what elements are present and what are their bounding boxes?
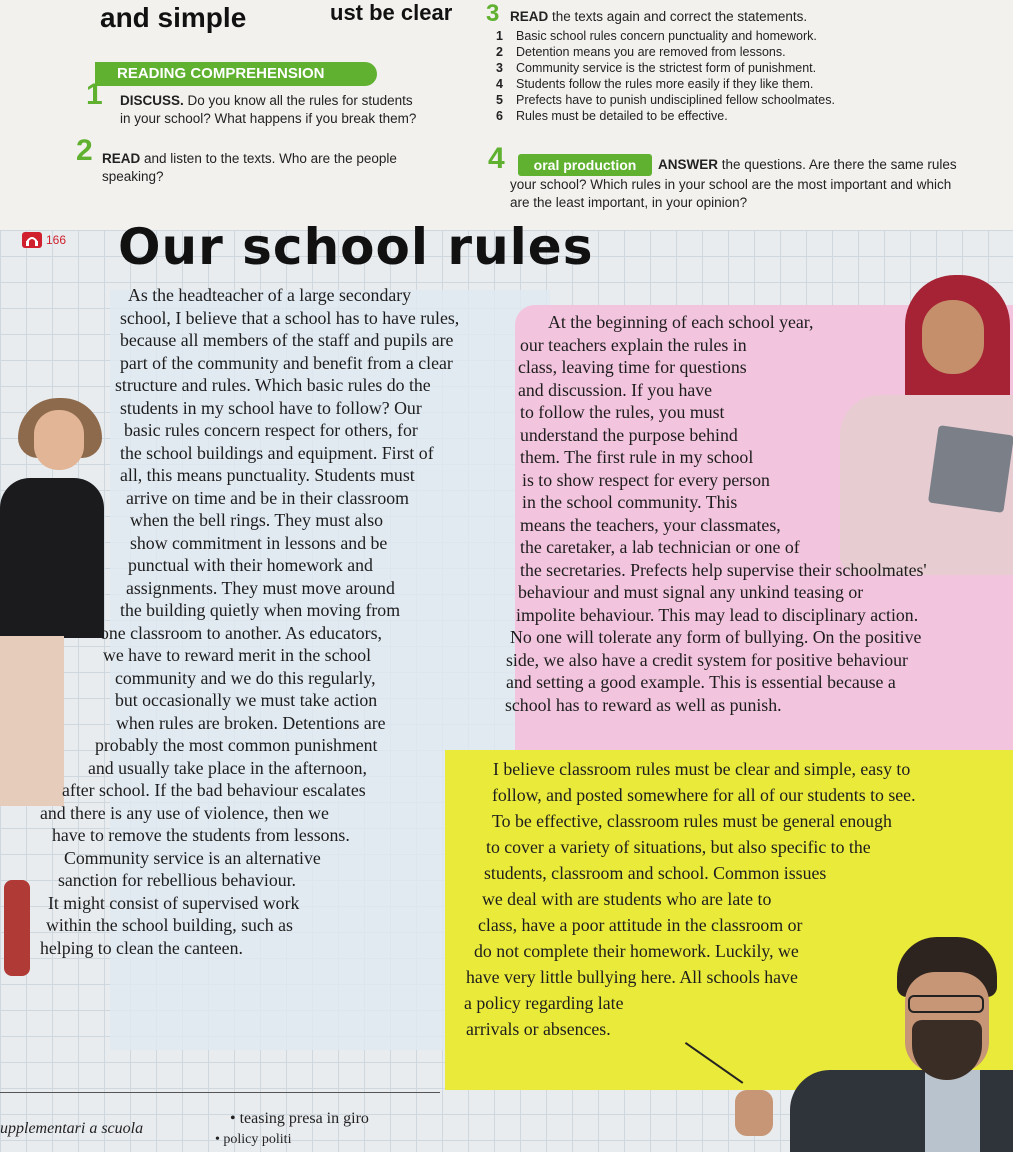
text-line: to cover a variety of situations, but also specific to the: [486, 837, 871, 857]
text-line: probably the most common punishment: [95, 735, 378, 755]
exercise-1: [120, 92, 480, 128]
exercise-4-text1: the questions. Are there the same rules: [721, 157, 957, 172]
text-line: have very little bullying here. All schools have: [466, 967, 798, 987]
text-line: punctual with their homework and: [128, 555, 373, 575]
text-line: To be effective, classroom rules must be general enough: [492, 811, 892, 831]
text-line: community and we do this regularly,: [115, 667, 376, 688]
footer-divider: [0, 1092, 440, 1093]
text-line: follow, and posted somewhere for all of our students to see.: [492, 785, 916, 805]
text-line: them. The first rule in my school: [520, 447, 754, 467]
text-line: helping to clean the canteen.: [40, 937, 243, 958]
glossary-policy: • policy politi: [215, 1132, 292, 1147]
text-line: have to remove the students from lessons.: [52, 825, 350, 845]
oral-production-badge: oral production: [518, 154, 652, 176]
exercise-4-line2: your school? Which rules in your school are the most important and which: [510, 177, 952, 192]
text-line: to follow the rules, you must: [520, 402, 725, 422]
text-line: when rules are broken. Detentions are: [116, 712, 386, 733]
student-photo-folder: [928, 425, 1013, 513]
footer-left-text: upplementari a scuola: [0, 1120, 144, 1137]
text-line: means the teachers, your classmates,: [520, 514, 781, 535]
exercise-3-text: the texts again and correct the statements.: [552, 9, 808, 24]
exercise-1-line2: in your school? What happens if you break them?: [120, 111, 417, 126]
text-line: and setting a good example. This is essential because a: [506, 672, 896, 692]
track-number: 166: [46, 233, 67, 247]
text-line: and usually take place in the afternoon,: [88, 757, 367, 778]
exercise-2-line1: and listen to the texts. Who are the people: [144, 151, 397, 166]
text-line: the building quietly when moving from: [120, 600, 401, 620]
text-line: assignments. They must move around: [126, 577, 395, 598]
exercise-1-verb: DISCUSS.: [120, 93, 184, 108]
text-line: we have to reward merit in the school: [103, 645, 372, 665]
text-line: arrive on time and be in their classroom: [126, 487, 409, 508]
exercise-4-verb: ANSWER: [658, 157, 718, 172]
text-line: when the bell rings. They must also: [130, 510, 384, 530]
exercise-4-line1: [658, 156, 1008, 174]
statement-item: 6 Rules must be detailed to be effective.: [496, 109, 728, 123]
text-line: a policy regarding late: [464, 993, 624, 1013]
statement-item: 5 Prefects have to punish undisciplined fellow schoolmates.: [496, 93, 835, 107]
text-line: and there is any use of violence, then we: [40, 802, 329, 823]
audio-icon[interactable]: [22, 232, 42, 248]
headteacher-photo-legs: [0, 636, 64, 806]
text-line: understand the purpose behind: [520, 424, 738, 445]
text-line: I believe classroom rules must be clear and simple, easy to: [493, 759, 911, 779]
text-line: students, classroom and school. Common issues: [484, 863, 827, 883]
text-line: one classroom to another. As educators,: [100, 622, 382, 643]
text-line: within the school building, such as: [46, 915, 293, 935]
text-line: structure and rules. Which basic rules do the: [115, 375, 431, 395]
exercise-2-line2: speaking?: [102, 169, 164, 184]
text-line: impolite behaviour. This may lead to disciplinary action.: [516, 604, 919, 625]
headteacher-photo-shoe: [4, 880, 30, 976]
statement-item: 4 Students follow the rules more easily if they like them.: [496, 77, 814, 91]
exercise-4-line3: are the least important, in your opinion?: [510, 195, 748, 210]
text-line: our teachers explain the rules in: [520, 334, 747, 355]
text-line: the caretaker, a lab technician or one of: [520, 537, 800, 557]
text-line: the school buildings and equipment. First of: [120, 442, 434, 463]
text-line: after school. If the bad behaviour escalates: [62, 780, 366, 800]
text-line: class, have a poor attitude in the classroom or: [478, 915, 803, 935]
text-line: in the school community. This: [522, 492, 738, 512]
text-line: but occasionally we must take action: [115, 690, 378, 710]
text-line: arrivals or absences.: [466, 1019, 611, 1039]
exercise-2-number: 2: [76, 134, 93, 167]
text-line: we deal with are students who are late to: [482, 889, 772, 909]
text-line: At the beginning of each school year,: [548, 312, 814, 332]
text-line: because all members of the staff and pupils are: [120, 330, 454, 350]
text-line: show commitment in lessons and be: [130, 532, 388, 553]
headteacher-photo-face: [34, 410, 84, 470]
statement-item: 1 Basic school rules concern punctuality and homework.: [496, 29, 817, 43]
text-line: As the headteacher of a large secondary: [128, 285, 412, 305]
exercise-1-line1: Do you know all the rules for students: [187, 93, 413, 108]
text-line: students in my school have to follow? Our: [120, 397, 422, 418]
text-line: all, this means punctuality. Students must: [120, 465, 415, 485]
text-line: It might consist of supervised work: [48, 892, 300, 913]
text-line: school has to reward as well as punish.: [505, 694, 782, 715]
exercise-3-number: 3: [486, 0, 500, 27]
heading-must-be-clear: ust be clear: [330, 0, 453, 25]
exercise-4-number: 4: [488, 142, 505, 175]
statement-item: 2 Detention means you are removed from lessons.: [496, 45, 786, 59]
text-line: and discussion. If you have: [518, 379, 713, 400]
teacher-photo-shirt: [925, 1070, 980, 1152]
exercise-1-number: 1: [86, 78, 103, 111]
glossary-teasing: • teasing presa in giro: [230, 1110, 369, 1127]
exercise-2: [102, 150, 482, 186]
teacher-photo-hand: [735, 1090, 773, 1136]
exercise-3-instruction: [510, 8, 807, 26]
text-line: No one will tolerate any form of bullying. On the positive: [510, 627, 922, 647]
text-line: basic rules concern respect for others, for: [124, 420, 418, 440]
text-line: Community service is an alternative: [64, 847, 321, 868]
teacher-photo-glasses: [908, 995, 984, 1013]
exercise-3-verb: READ: [510, 9, 549, 24]
student-photo-face: [922, 300, 984, 374]
text-line: class, leaving time for questions: [518, 357, 747, 377]
text-line: sanction for rebellious behaviour.: [58, 870, 297, 890]
text-line: part of the community and benefit from a clear: [120, 352, 453, 373]
statement-item: 3 Community service is the strictest form of punishment.: [496, 61, 817, 75]
headteacher-photo-body: [0, 478, 104, 638]
section-label: READING COMPREHENSION: [95, 62, 377, 86]
heading-and-simple: and simple: [100, 2, 247, 33]
text-line: behaviour and must signal any unkind teasing or: [518, 582, 864, 602]
text-line: school, I believe that a school has to have rules,: [120, 307, 460, 328]
article-title: Our school rules: [118, 218, 594, 276]
statements-list: [496, 28, 936, 124]
text-line: side, we also have a credit system for positive behaviour: [506, 649, 908, 670]
text-line: do not complete their homework. Luckily, we: [474, 941, 799, 961]
text-line: the secretaries. Prefects help supervise their schoolmates': [520, 559, 927, 580]
text-line: is to show respect for every person: [522, 469, 770, 490]
exercise-2-verb: READ: [102, 151, 141, 166]
